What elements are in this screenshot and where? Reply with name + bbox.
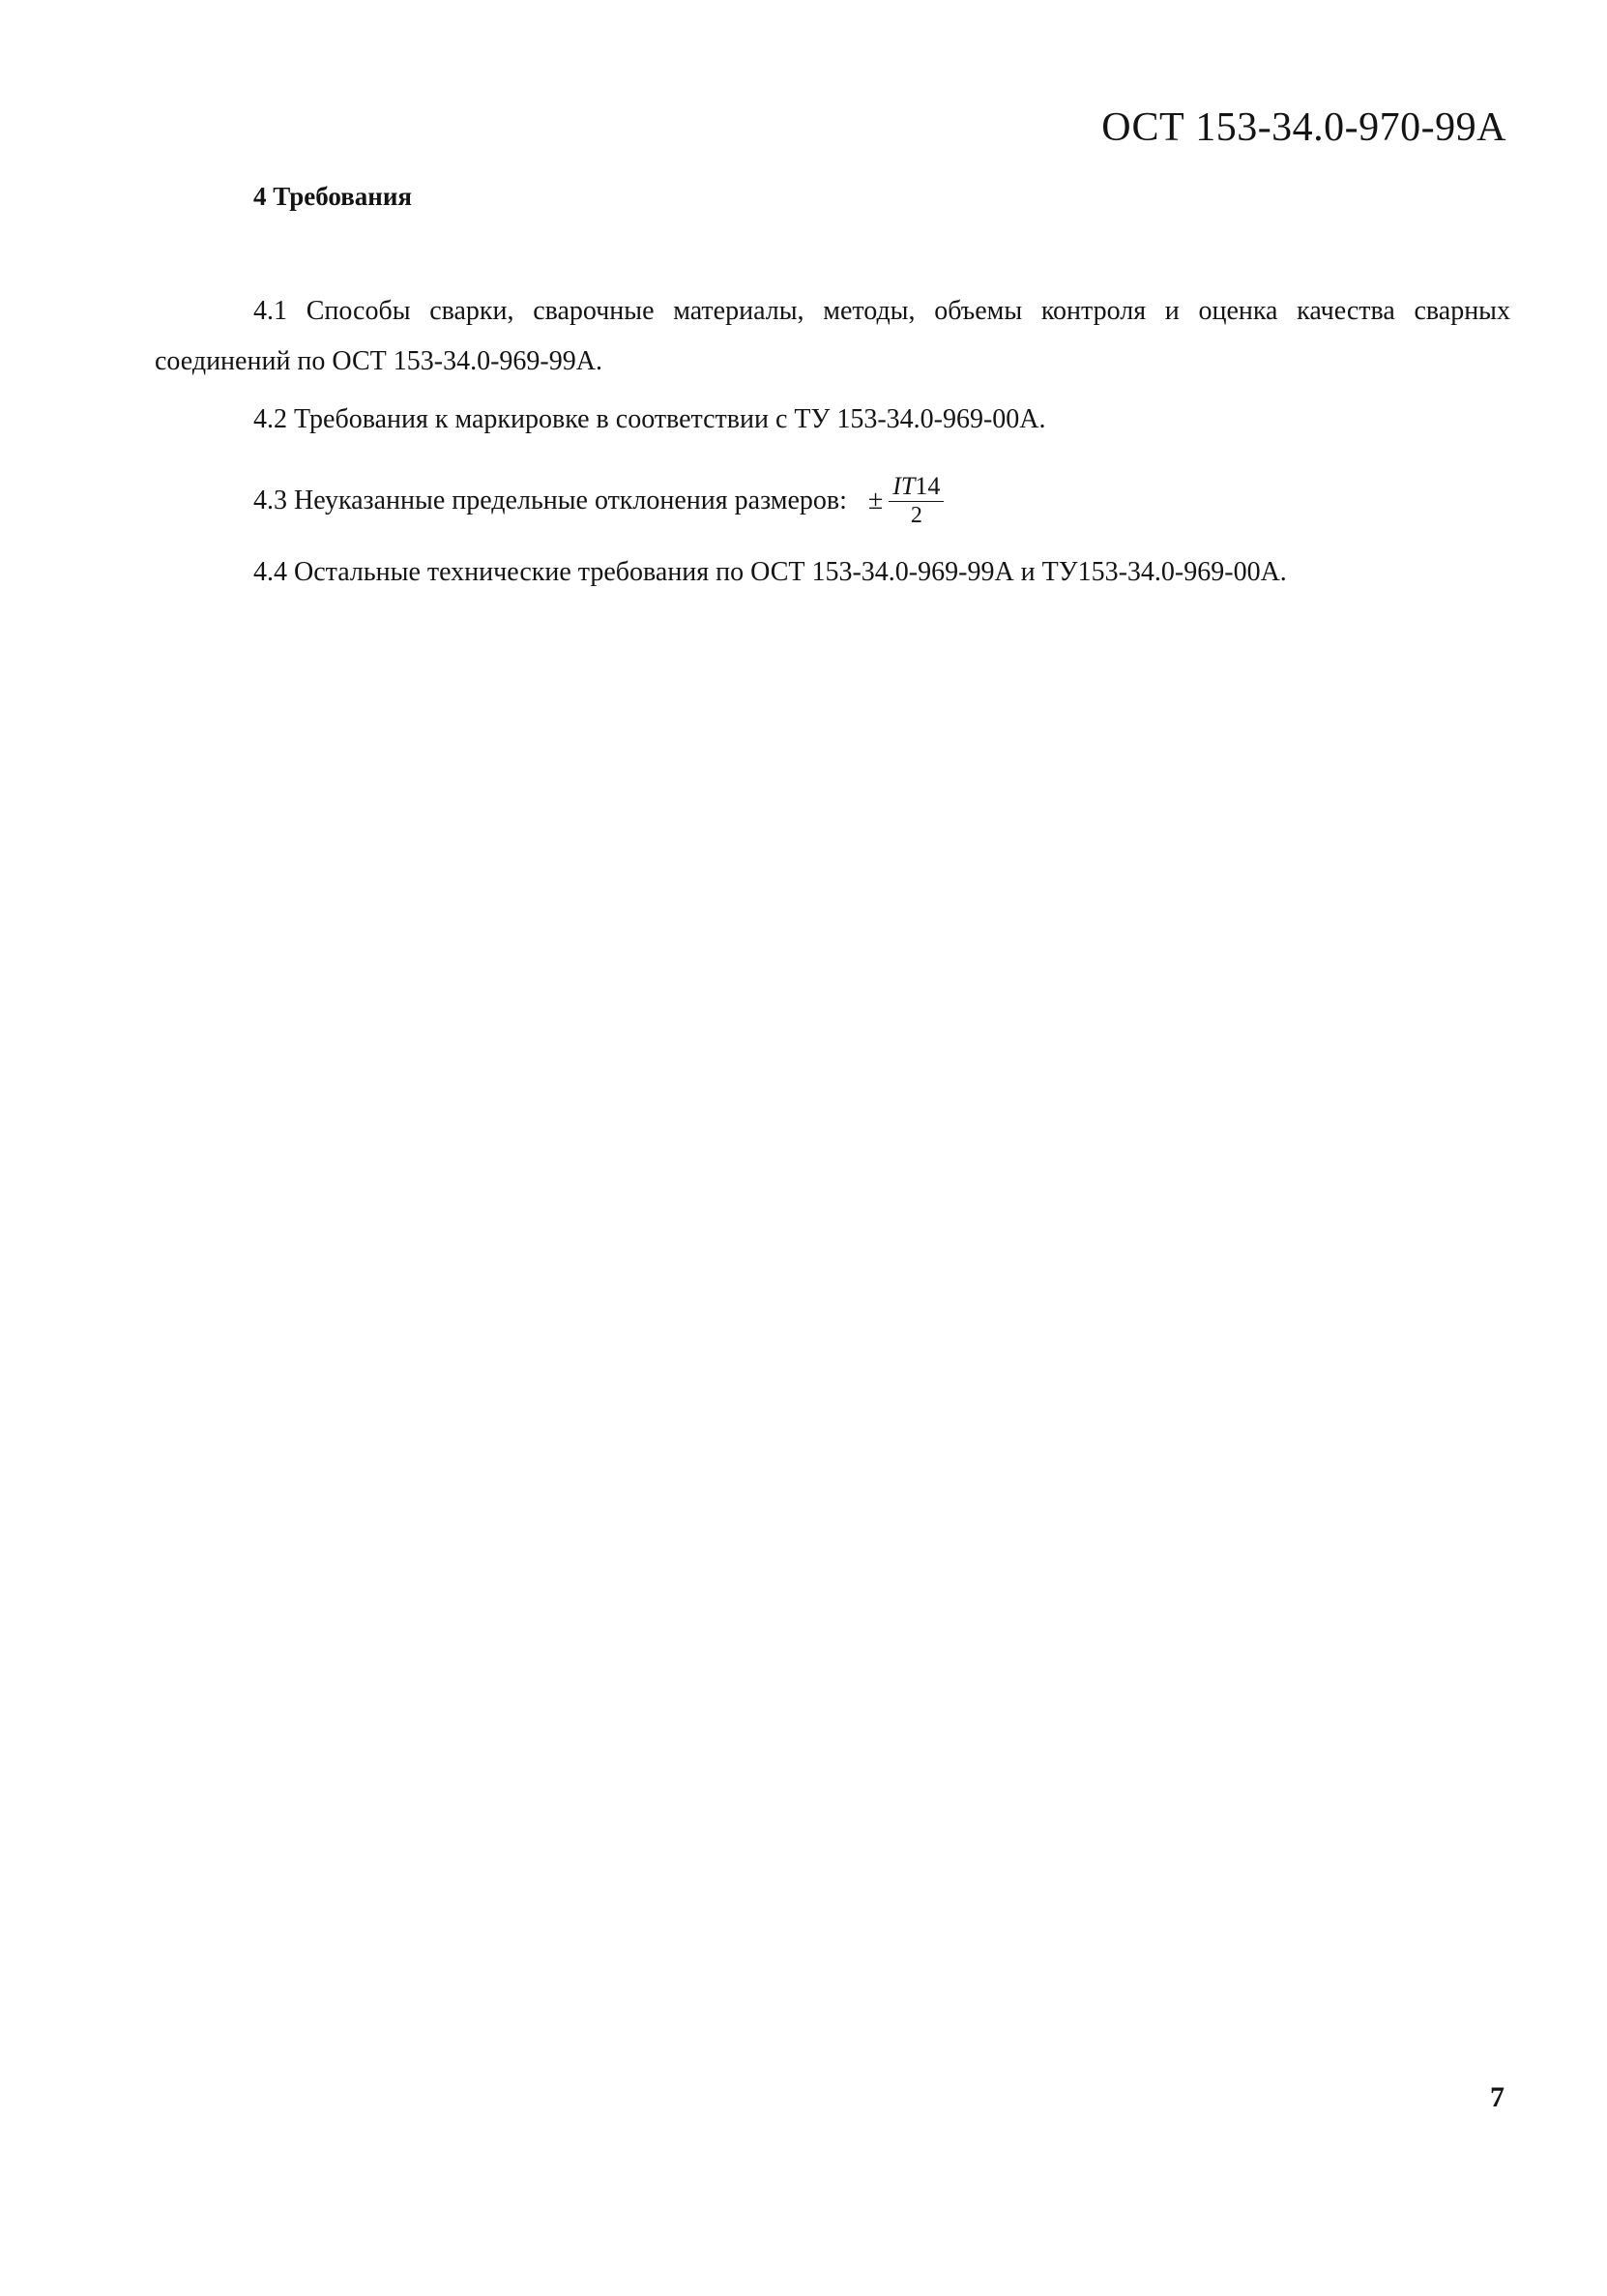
page-number: 7 [1490, 2081, 1505, 2113]
plus-minus-sign: ± [867, 485, 884, 515]
requirement-4-1: 4.1 Способы сварки, сварочные материалы, методы, объемы контроля и оценка качества сварных соединений по ОСТ 153-34.0-969-99А. [155, 296, 1510, 376]
fraction-numerator-italic: IT [892, 472, 916, 500]
section-heading: 4 Требования [253, 182, 413, 211]
fraction-numerator-rest: 14 [915, 472, 941, 500]
fraction-numerator [889, 474, 944, 502]
requirement-4-3-text: 4.3 Неуказанные предельные отклонения размеров: [253, 485, 847, 515]
fraction-denominator: 2 [910, 503, 922, 528]
requirement-4-2: 4.2 Требования к маркировке в соответствии с ТУ 153-34.0-969-00А. [253, 404, 1046, 434]
document-code: ОСТ 153-34.0-970-99А [1101, 105, 1506, 150]
requirement-4-3 [253, 474, 944, 527]
requirement-4-4: 4.4 Остальные технические требования по ОСТ 153-34.0-969-99А и ТУ153-34.0-969-00А. [253, 557, 1287, 587]
tolerance-fraction [889, 474, 944, 527]
